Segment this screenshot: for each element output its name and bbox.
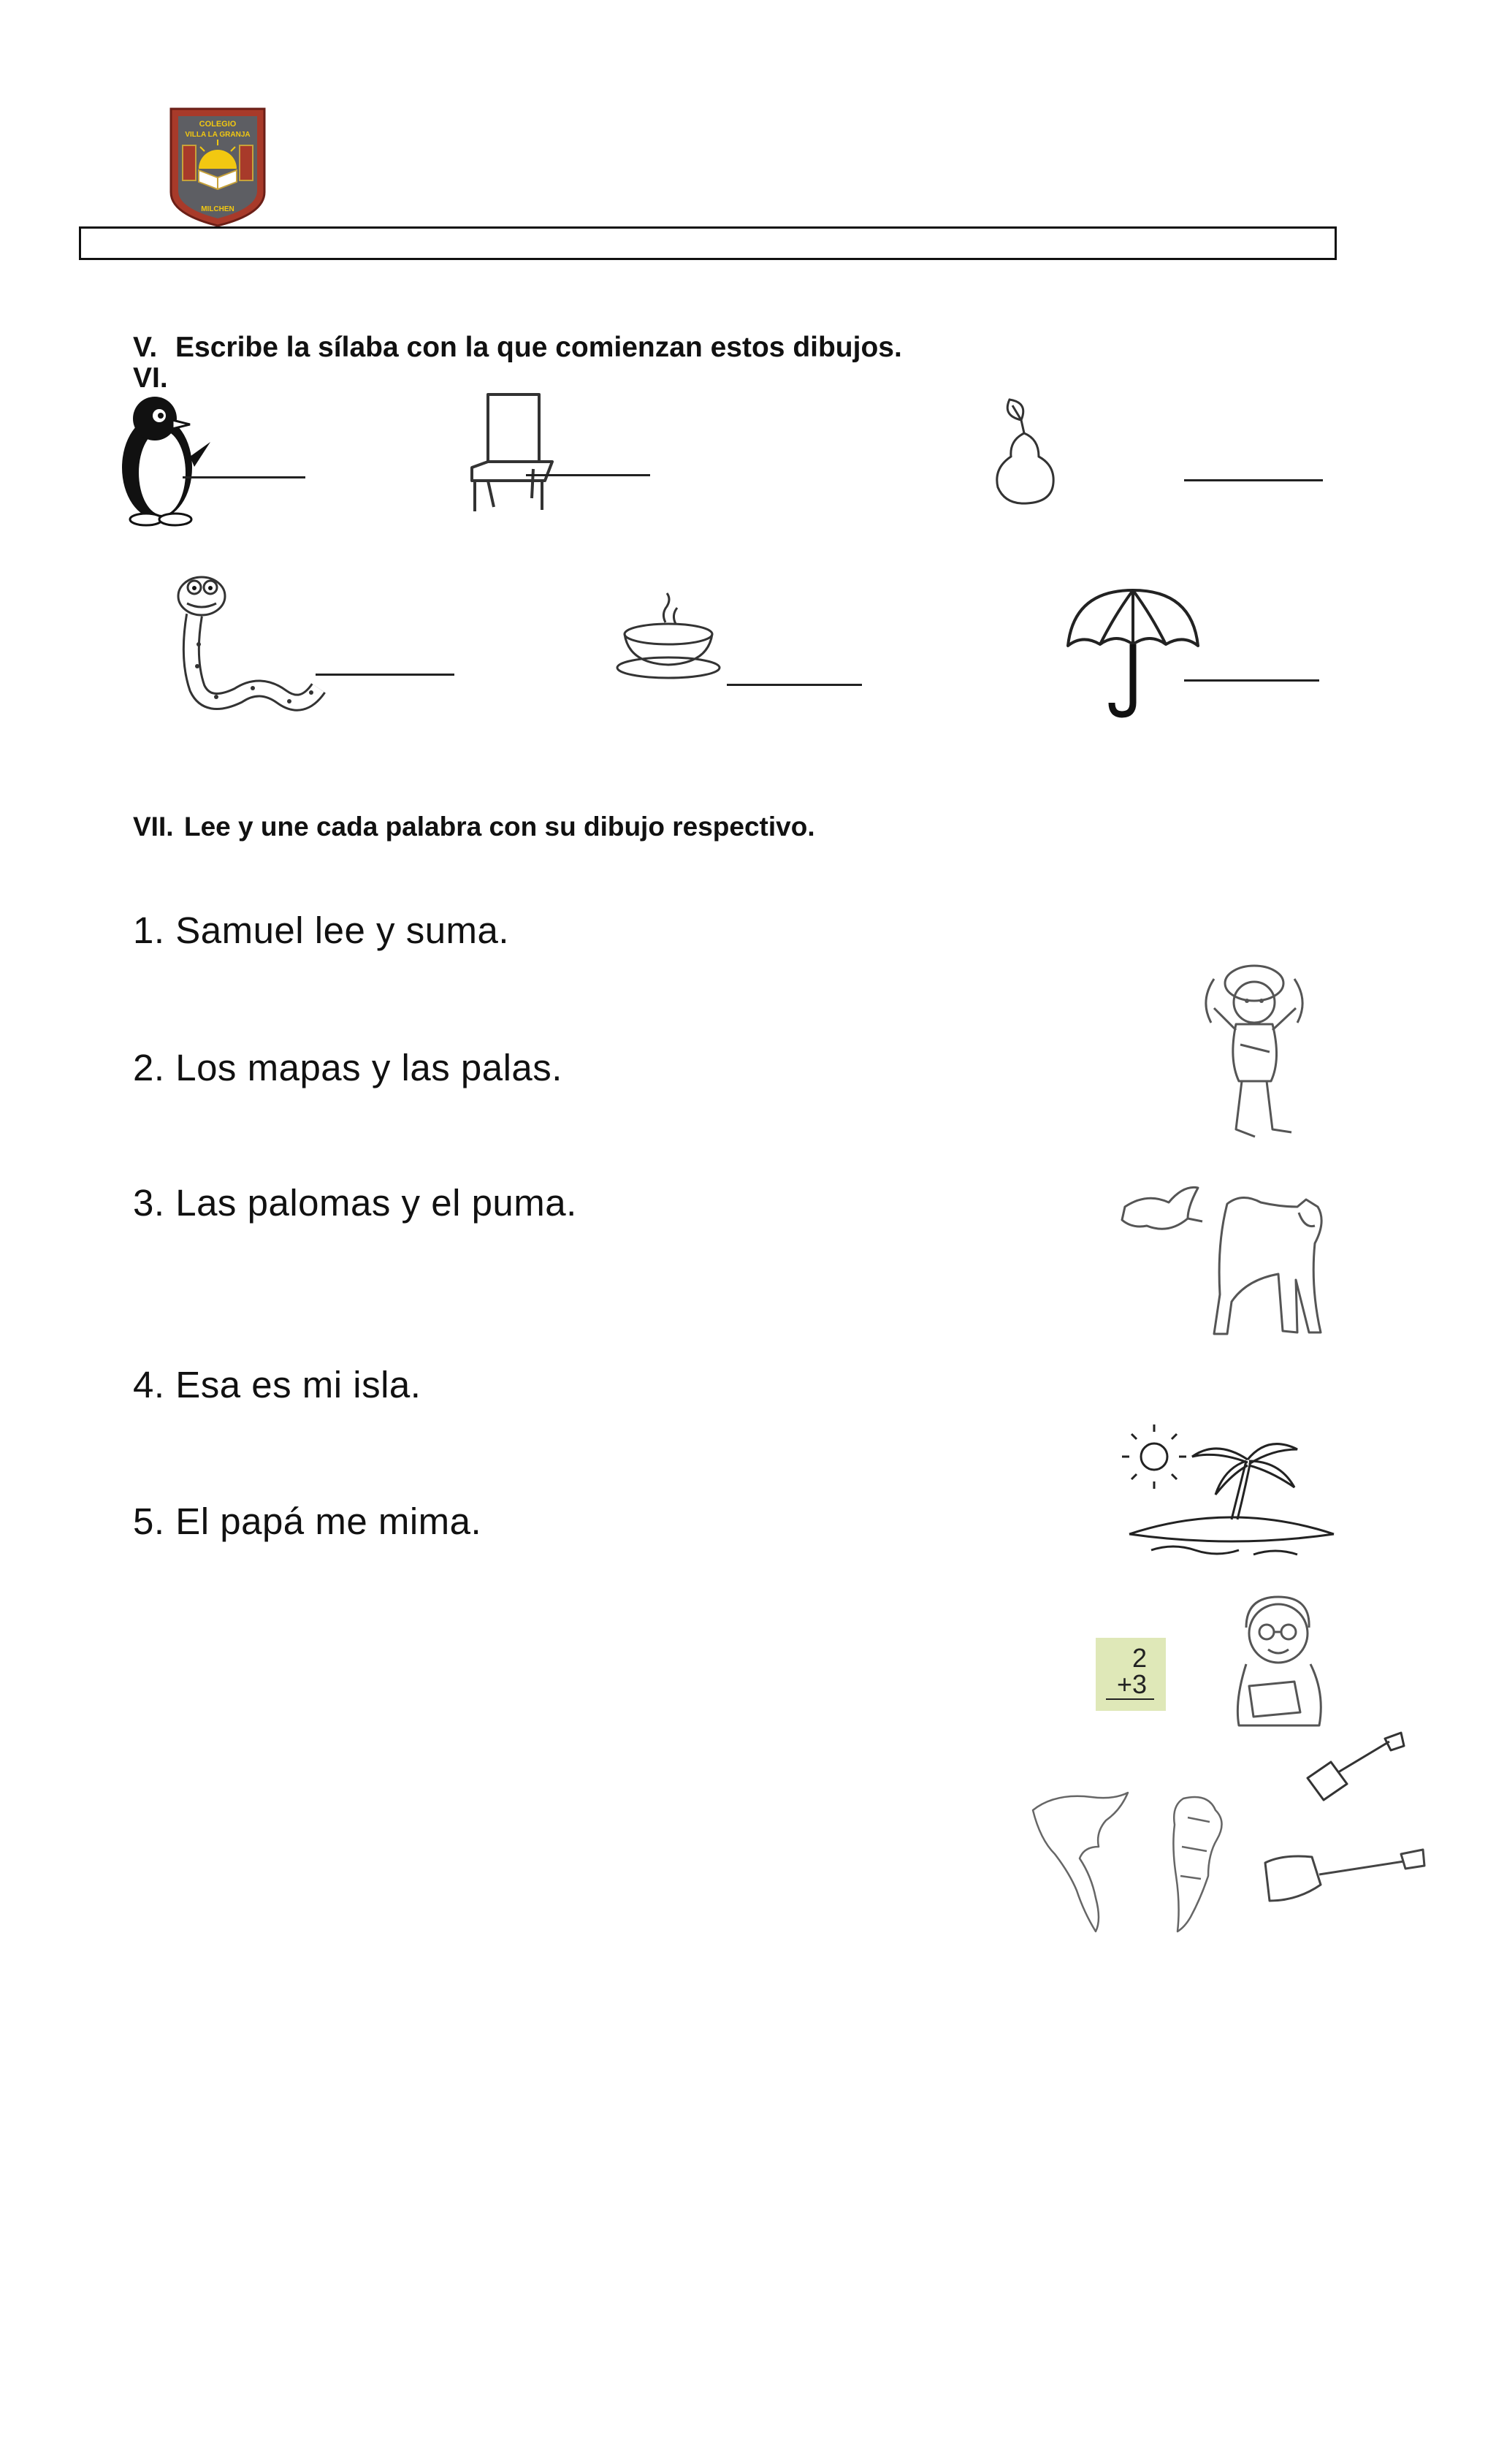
shovel-large-icon — [1261, 1842, 1429, 1912]
maps-icon — [1026, 1788, 1245, 1934]
answer-line-6 — [1184, 679, 1319, 682]
section-vii-numeral: VII. — [133, 812, 174, 842]
doll-icon — [1185, 957, 1324, 1147]
school-logo — [167, 104, 269, 229]
pear-icon — [988, 397, 1061, 506]
logo-line-2: VILLA LA GRANJA — [185, 131, 251, 139]
logo-bottom: MILCHEN — [201, 205, 234, 213]
section-vi-numeral: VI. — [133, 362, 168, 394]
answer-line-4 — [316, 674, 454, 676]
penguin-icon — [117, 391, 212, 526]
section-v-numeral: V. — [133, 332, 158, 363]
answer-line-1 — [183, 476, 305, 478]
sentence-3: 3. Las palomas y el puma. — [133, 1182, 577, 1224]
chair-icon — [466, 389, 558, 514]
dove-and-puma-icon — [1118, 1178, 1324, 1344]
answer-line-3 — [1184, 479, 1323, 481]
sentence-2: 2. Los mapas y las palas. — [133, 1047, 562, 1088]
section-vii-title — [133, 811, 1229, 843]
sentence-4: 4. Esa es mi isla. — [133, 1364, 421, 1405]
answer-line-2 — [526, 474, 650, 476]
sentence-1: 1. Samuel lee y suma. — [133, 909, 510, 951]
island-icon — [1122, 1424, 1341, 1563]
boy-reading-icon — [1224, 1591, 1334, 1727]
snake-icon — [172, 571, 326, 714]
sum-card-bottom: +3 — [1116, 1669, 1147, 1699]
sum-card-icon — [1096, 1638, 1166, 1711]
shovel-icon — [1302, 1731, 1408, 1803]
section-v-title — [133, 332, 1229, 364]
name-box — [79, 226, 1337, 260]
umbrella-icon — [1064, 586, 1202, 717]
sum-card-top: 2 — [1131, 1643, 1147, 1673]
section-v-instruction: Escribe la sílaba con la que comienzan estos dibujos. — [175, 332, 902, 363]
logo-line-1: COLEGIO — [199, 120, 237, 129]
soup-bowl-icon — [617, 593, 720, 681]
answer-line-5 — [727, 684, 862, 686]
section-vii-instruction: Lee y une cada palabra con su dibujo respectivo. — [184, 812, 815, 842]
sentence-5: 5. El papá me mima. — [133, 1500, 482, 1542]
